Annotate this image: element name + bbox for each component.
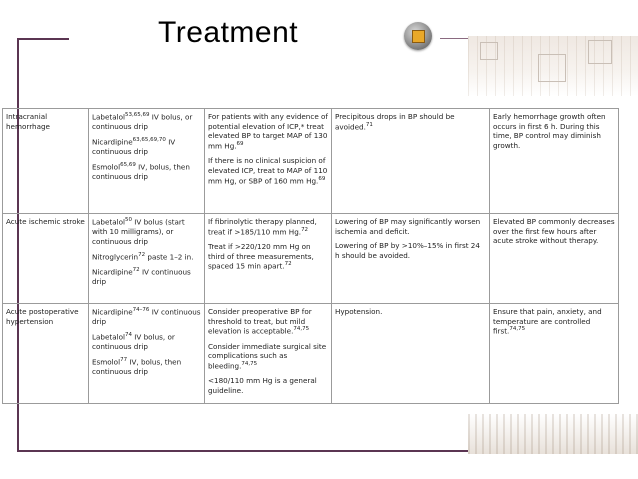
slide-logo-icon	[404, 22, 432, 50]
table-row	[3, 214, 619, 304]
cell-paragraph: Nicardipine$^{72}$ IV continuous drip	[92, 266, 191, 286]
citation-superscript: 65,69	[120, 161, 136, 168]
citation-superscript: 63,65,69,70	[132, 136, 166, 143]
cell-paragraph: Precipitous drops in BP should be avoided.$^{71}$	[335, 112, 455, 132]
decorative-texture-top-right	[468, 36, 638, 96]
cell-paragraph: Esmolol$^{77}$ IV, bolus, then continuous drip	[92, 356, 182, 376]
table-row	[3, 109, 619, 214]
target-cell	[205, 109, 332, 214]
cell-paragraph: Esmolol$^{65,69}$ IV, bolus, then continuous drip	[92, 161, 190, 181]
treatment-table	[2, 108, 619, 404]
citation-superscript: 74,75	[293, 326, 310, 333]
cell-paragraph: For patients with any evidence of potential elevation of ICP,* treat elevated BP to target MAP of 130 mm Hg.$^{69}$	[208, 112, 328, 151]
cell-paragraph: If fibrinolytic therapy planned, treat if >185/110 mm Hg.$^{72}$	[208, 217, 317, 237]
cell-paragraph: Labetalol$^{74}$ IV bolus, or continuous drip	[92, 331, 175, 351]
citation-superscript: 74,75	[509, 326, 526, 333]
citation-superscript: 71	[365, 121, 373, 128]
condition-cell: Intracranial hemorrhage	[3, 109, 89, 214]
citation-superscript: 69	[318, 175, 326, 182]
cell-paragraph: Hypotension.	[335, 307, 383, 316]
comments-cell	[490, 109, 619, 214]
citation-superscript: 74	[125, 331, 133, 338]
cell-paragraph: Consider immediate surgical site complications such as bleeding.$^{74,75}$	[208, 341, 327, 371]
citation-superscript: 72	[138, 251, 146, 258]
citation-superscript: 72	[301, 226, 309, 233]
cell-paragraph: Lowering of BP may significantly worsen ischemia and deficit.	[335, 217, 481, 236]
caution-cell	[332, 304, 490, 404]
cell-paragraph: Elevated BP commonly decreases over the first few hours after acute stroke without therapy.	[493, 217, 615, 246]
cell-paragraph: Nitroglycerin$^{72}$ paste 1–2 in.	[92, 251, 194, 261]
caution-cell	[332, 214, 490, 304]
decorative-texture-bottom-right	[468, 414, 638, 454]
condition-cell: Acute postoperative hypertension	[3, 304, 89, 404]
slide-title: Treatment	[158, 16, 299, 49]
citation-superscript: 50	[125, 217, 133, 223]
comments-cell	[490, 304, 619, 404]
agents-cell	[89, 214, 205, 304]
cell-paragraph: If there is no clinical suspicion of elevated ICP, treat to MAP of 110 mm Hg, or SBP of 160 mm Hg.$^{69}$	[208, 156, 328, 186]
table-row	[3, 304, 619, 404]
cell-paragraph: Nicardipine$^{74-76}$ IV continuous drip	[92, 307, 201, 327]
target-cell	[205, 214, 332, 304]
citation-superscript: 72	[284, 261, 292, 268]
citation-superscript: 74,75	[241, 360, 258, 367]
cell-paragraph: Ensure that pain, anxiety, and temperature are controlled first.$^{74,75}$	[493, 307, 602, 336]
cell-paragraph: Nicardipine$^{63,65,69,70}$ IV continuous drip	[92, 136, 176, 156]
citation-superscript: 69	[236, 141, 244, 148]
citation-superscript: 77	[120, 356, 128, 363]
citation-superscript: 53,65,69	[125, 112, 150, 118]
cell-paragraph: Lowering of BP by >10%–15% in first 24 h should be avoided.	[335, 241, 480, 261]
comments-cell	[490, 214, 619, 304]
citation-superscript: 72	[132, 266, 140, 273]
cell-paragraph: <180/110 mm Hg is a general guideline.	[208, 376, 317, 395]
cell-paragraph: Labetalol$^{50}$ IV bolus (start with 10 milligrams), or continuous drip	[92, 217, 185, 246]
cell-paragraph: Early hemorrhage growth often occurs in first 6 h. During this time, BP control may diminish growth.	[493, 112, 606, 151]
frame-top-left-line	[17, 38, 69, 40]
cell-paragraph: Treat if >220/120 mm Hg on third of three measurements, spaced 15 min apart.$^{72}$	[208, 241, 314, 271]
condition-cell: Acute ischemic stroke	[3, 214, 89, 304]
cell-paragraph: Consider preoperative BP for threshold to treat, but mild elevation is acceptable.$^{74,75}$	[208, 307, 312, 336]
frame-bottom-line	[17, 450, 468, 452]
agents-cell	[89, 304, 205, 404]
citation-superscript: 74–76	[132, 307, 150, 313]
cell-paragraph: Labetalol$^{53,65,69}$ IV bolus, or continuous drip	[92, 112, 193, 132]
agents-cell	[89, 109, 205, 214]
caution-cell	[332, 109, 490, 214]
target-cell	[205, 304, 332, 404]
